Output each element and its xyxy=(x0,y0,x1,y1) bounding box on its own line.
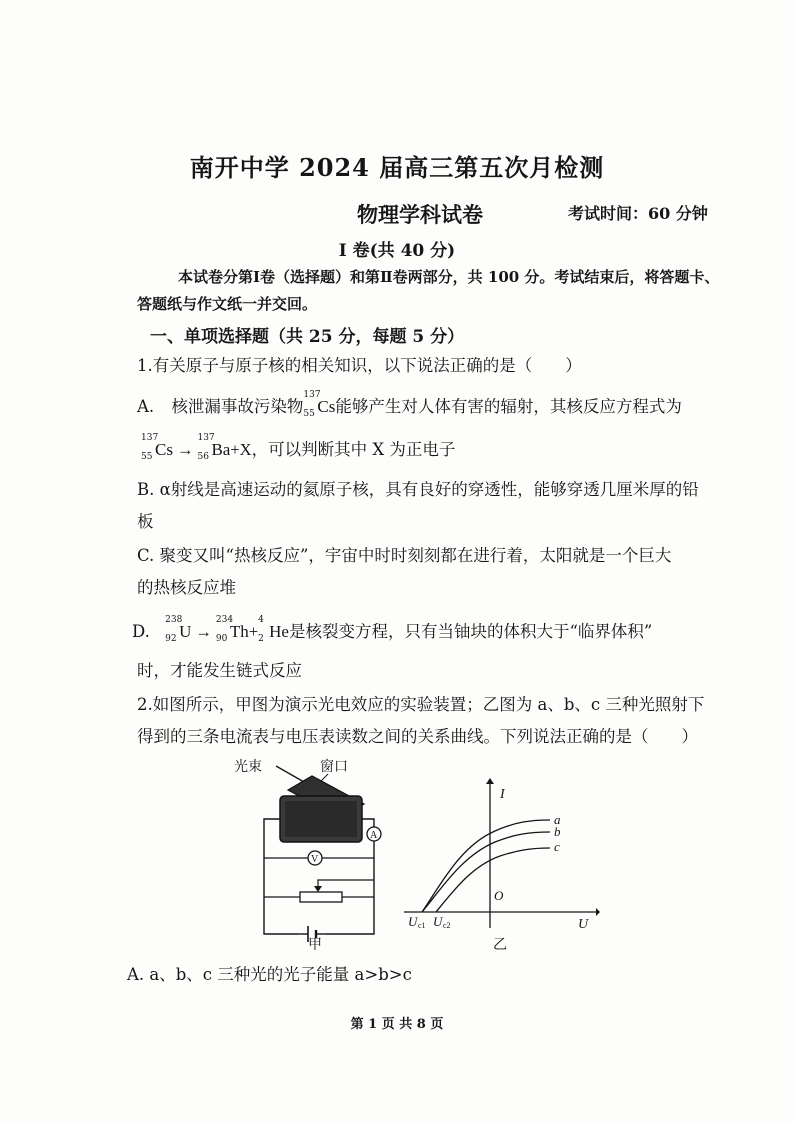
isotope-u-238: 238 92 U xyxy=(165,615,192,644)
q2-stem-line-1: 2.如图所示，甲图为演示光电效应的实验装置；乙图为 a、b、c 三种光照射下 xyxy=(137,695,705,714)
q1-a-text-2: 能够产生对人体有害的辐射，其核反应方程式为 xyxy=(335,397,682,416)
u-axis-arrow-icon xyxy=(596,908,600,916)
curve-b xyxy=(422,832,550,912)
subject-title: 物理学科试卷 xyxy=(357,202,483,227)
instructions-line-2: 答题纸与作文纸一并交回。 xyxy=(137,295,318,313)
exam-time: 考试时间：60 分钟 xyxy=(568,204,708,223)
q1-d-text-1: 是核裂变方程，只有当铀块的体积大于“临界体积” xyxy=(288,622,653,641)
q2-stem-line-2: 得到的三条电流表与电压表读数之间的关系曲线。下列说法正确的是（ ） xyxy=(137,727,698,746)
q1-option-a-line-1 xyxy=(137,390,682,419)
figure-yi-caption: 乙 xyxy=(493,937,507,953)
light-beam-arrow xyxy=(276,766,304,782)
ammeter-label: A xyxy=(370,830,378,841)
isotope-he-4: 4 2 He xyxy=(258,615,289,644)
exam-title: 南开中学 2024 届高三第五次月检测 xyxy=(189,153,605,182)
light-beam-label: 光束 xyxy=(234,760,262,775)
figure-jia-apparatus xyxy=(228,752,388,952)
plus: + xyxy=(248,622,259,641)
q1-d-label: D. xyxy=(132,622,150,641)
curve-a-label: a xyxy=(554,812,561,827)
arrow: → xyxy=(195,622,212,641)
volume-heading: I 卷(共 40 分) xyxy=(338,241,456,261)
curve-c-label: c xyxy=(554,839,560,854)
instructions-line-1: 本试卷分第Ⅰ卷（选择题）和第Ⅱ卷两部分，共 100 分。考试结束后，将答题卡、 xyxy=(178,268,720,286)
isotope-cs-137: 137 55 Cs xyxy=(303,390,336,419)
figure-yi-graph xyxy=(400,776,600,936)
q1-stem: 1.有关原子与原子核的相关知识，以下说法正确的是（ ） xyxy=(137,356,582,375)
u-axis-label: U xyxy=(578,917,589,932)
window-label: 窗口 xyxy=(320,760,348,775)
equation-plus-x: +X xyxy=(230,440,252,459)
curve-c xyxy=(436,848,550,912)
uc2-label: U xyxy=(433,914,443,929)
q1-option-d-line-1 xyxy=(132,615,653,644)
q1-option-c-line-2: 的热核反应堆 xyxy=(137,578,236,597)
arrow: → xyxy=(176,440,194,459)
q1-a-label: A. xyxy=(137,397,155,416)
uc1-label: U xyxy=(408,914,418,929)
q1-option-b-line-2: 板 xyxy=(137,512,154,531)
phototube-inner xyxy=(285,801,357,837)
curve-b-label: b xyxy=(554,824,561,839)
curve-a xyxy=(422,820,550,912)
equation-ba-137: 137 56 Ba xyxy=(197,433,231,462)
q1-option-b-line-1: B. α射线是高速运动的氦原子核，具有良好的穿透性，能够穿透几厘米厚的铅 xyxy=(137,480,699,499)
q1-option-a-equation xyxy=(141,433,456,462)
q1-a-text-1: 核泄漏事故污染物 xyxy=(171,397,304,416)
isotope-th-234: 234 90 Th xyxy=(215,615,249,644)
rheostat-slider xyxy=(318,880,374,891)
rheostat-icon xyxy=(300,892,342,902)
uc1-subscript: c1 xyxy=(418,921,426,930)
section-heading: 一、单项选择题（共 25 分，每题 5 分） xyxy=(150,327,465,347)
i-axis-arrow-icon xyxy=(486,778,494,784)
page-number: 第 1 页 共 8 页 xyxy=(350,1017,444,1032)
i-axis-label: I xyxy=(500,787,505,802)
equation-cs-137: 137 55 Cs xyxy=(141,433,173,462)
slider-arrow-icon xyxy=(314,886,322,892)
q1-option-d-line-2: 时，才能发生链式反应 xyxy=(137,661,302,680)
voltmeter-label: V xyxy=(311,854,319,865)
q1-a-text-3: ，可以判断其中 X 为正电子 xyxy=(251,440,456,459)
q2-option-a: A. a、b、c 三种光的光子能量 a>b>c xyxy=(127,965,412,984)
q1-option-c-line-1: C. 聚变又叫“热核反应”，宇宙中时时刻刻都在进行着，太阳就是一个巨大 xyxy=(137,546,672,565)
origin-label: O xyxy=(494,888,504,903)
figure-jia-caption: 甲 xyxy=(308,937,322,953)
uc2-subscript: c2 xyxy=(443,921,451,930)
